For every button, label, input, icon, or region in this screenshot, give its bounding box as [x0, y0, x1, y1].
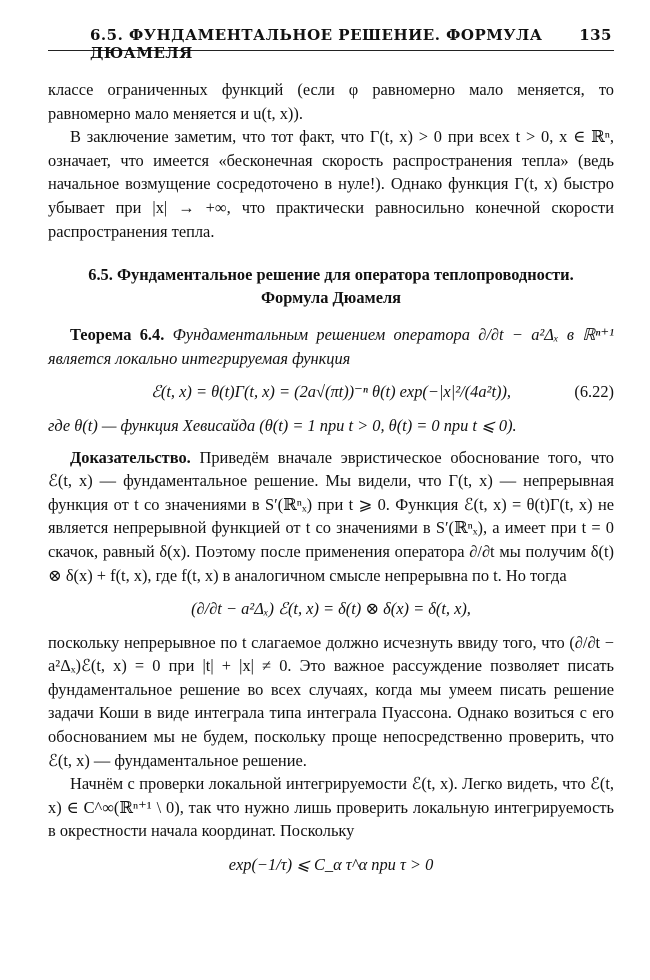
- formula-heat-operator-body: (∂/∂t − a²Δₓ) ℰ(t, x) = δ(t) ⊗ δ(x) = δ(t, x),: [191, 599, 471, 619]
- proof-text-1: Приведём вначале эвристическое обоснование того, что ℰ(t, x) — фундаментальное решение. Мы видели, что Γ(t, x) — непрерывная функция от t со значениями в S′(ℝⁿₓ) при t ⩾ 0. Функция ℰ(t, x) = θ(t)Γ(t, x) не является непрерывной функцией от t со значениями в S′(ℝⁿₓ), а имеет при t = 0 скачок, равный δ(x). Поэтому после применения оператора ∂/∂t мы получим δ(t) ⊗ δ(x) + f(t, x), где f(t, x) в аналогичном смысле непрерывна по t. Но тогда: [48, 447, 614, 585]
- running-header: [48, 26, 614, 62]
- proof-paragraph-3: Начнём с проверки локальной интегрируемости ℰ(t, x). Легко видеть, что ℰ(t, x) ∈ C^∞(ℝⁿ⁺¹ \ 0), так что нужно лишь проверить локальную интегрируемость в окрестности начала координат. Поскольку: [48, 774, 614, 841]
- page-body: [48, 78, 614, 887]
- theorem-statement: [48, 323, 614, 370]
- paragraph-continuation: классе ограниченных функций (если φ равномерно мало меняется, то равномерно мало меняется и u(t, x)).: [48, 80, 614, 123]
- section-title: [48, 263, 614, 309]
- formula-exp-estimate-body: exp(−1/τ) ⩽ C_α τ^α при τ > 0: [228, 855, 434, 875]
- header-title: 6.5. ФУНДАМЕНТАЛЬНОЕ РЕШЕНИЕ. ФОРМУЛА ДЮАМЕЛЯ: [90, 26, 543, 62]
- proof-paragraph-2: поскольку непрерывное по t слагаемое должно исчезнуть ввиду того, что (∂/∂t − a²Δₓ)ℰ(t, x) = 0 при |t| + |x| ≠ 0. Это важное рассуждение позволяет писать фундаментальное решение во всех случаях, когда мы умеем писать решение задачи Коши в виде интеграла типа интеграла Пуассона. Однако возиться с его обоснованием мы не будем, поскольку проще непосредственно проверить, что ℰ(t, x) — фундаментальное решение.: [48, 632, 614, 770]
- page-number: 135: [579, 26, 612, 44]
- section-title-line1: 6.5. Фундаментальное решение для оператора теплопроводности.: [88, 265, 574, 285]
- proof-label: Доказательство.: [70, 447, 191, 467]
- proof-paragraph-1: [48, 446, 614, 588]
- formula-6-22-body: ℰ(t, x) = θ(t)Γ(t, x) = (2a√(πt))⁻ⁿ θ(t) exp(−|x|²/(4a²t)),: [150, 382, 512, 402]
- formula-6-22: [48, 380, 614, 404]
- formula-heat-operator: [48, 597, 614, 621]
- theorem-heaviside-note: где θ(t) — функция Хевисайда (θ(t) = 1 при t > 0, θ(t) = 0 при t ⩽ 0).: [48, 415, 517, 435]
- paragraph-conclusion: В заключение заметим, что тот факт, что Γ(t, x) > 0 при всех t > 0, x ∈ ℝⁿ, означает, что имеется «бесконечная скорость распространения тепла» (ведь начальное возмущение сосредоточено в нуле!). Однако функция Γ(t, x) быстро убывает при |x| → +∞, что практически равносильно конечной скорости распространения тепла.: [48, 127, 614, 241]
- equation-number: (6.22): [574, 382, 614, 402]
- theorem-label: Теорема 6.4.: [70, 325, 165, 345]
- formula-exp-estimate: [48, 853, 614, 877]
- section-title-line2: Формула Дюамеля: [260, 288, 402, 308]
- theorem-text: Фундаментальным решением оператора ∂/∂t − a²Δₓ в ℝⁿ⁺¹ является локально интегрируемая функция: [48, 325, 615, 368]
